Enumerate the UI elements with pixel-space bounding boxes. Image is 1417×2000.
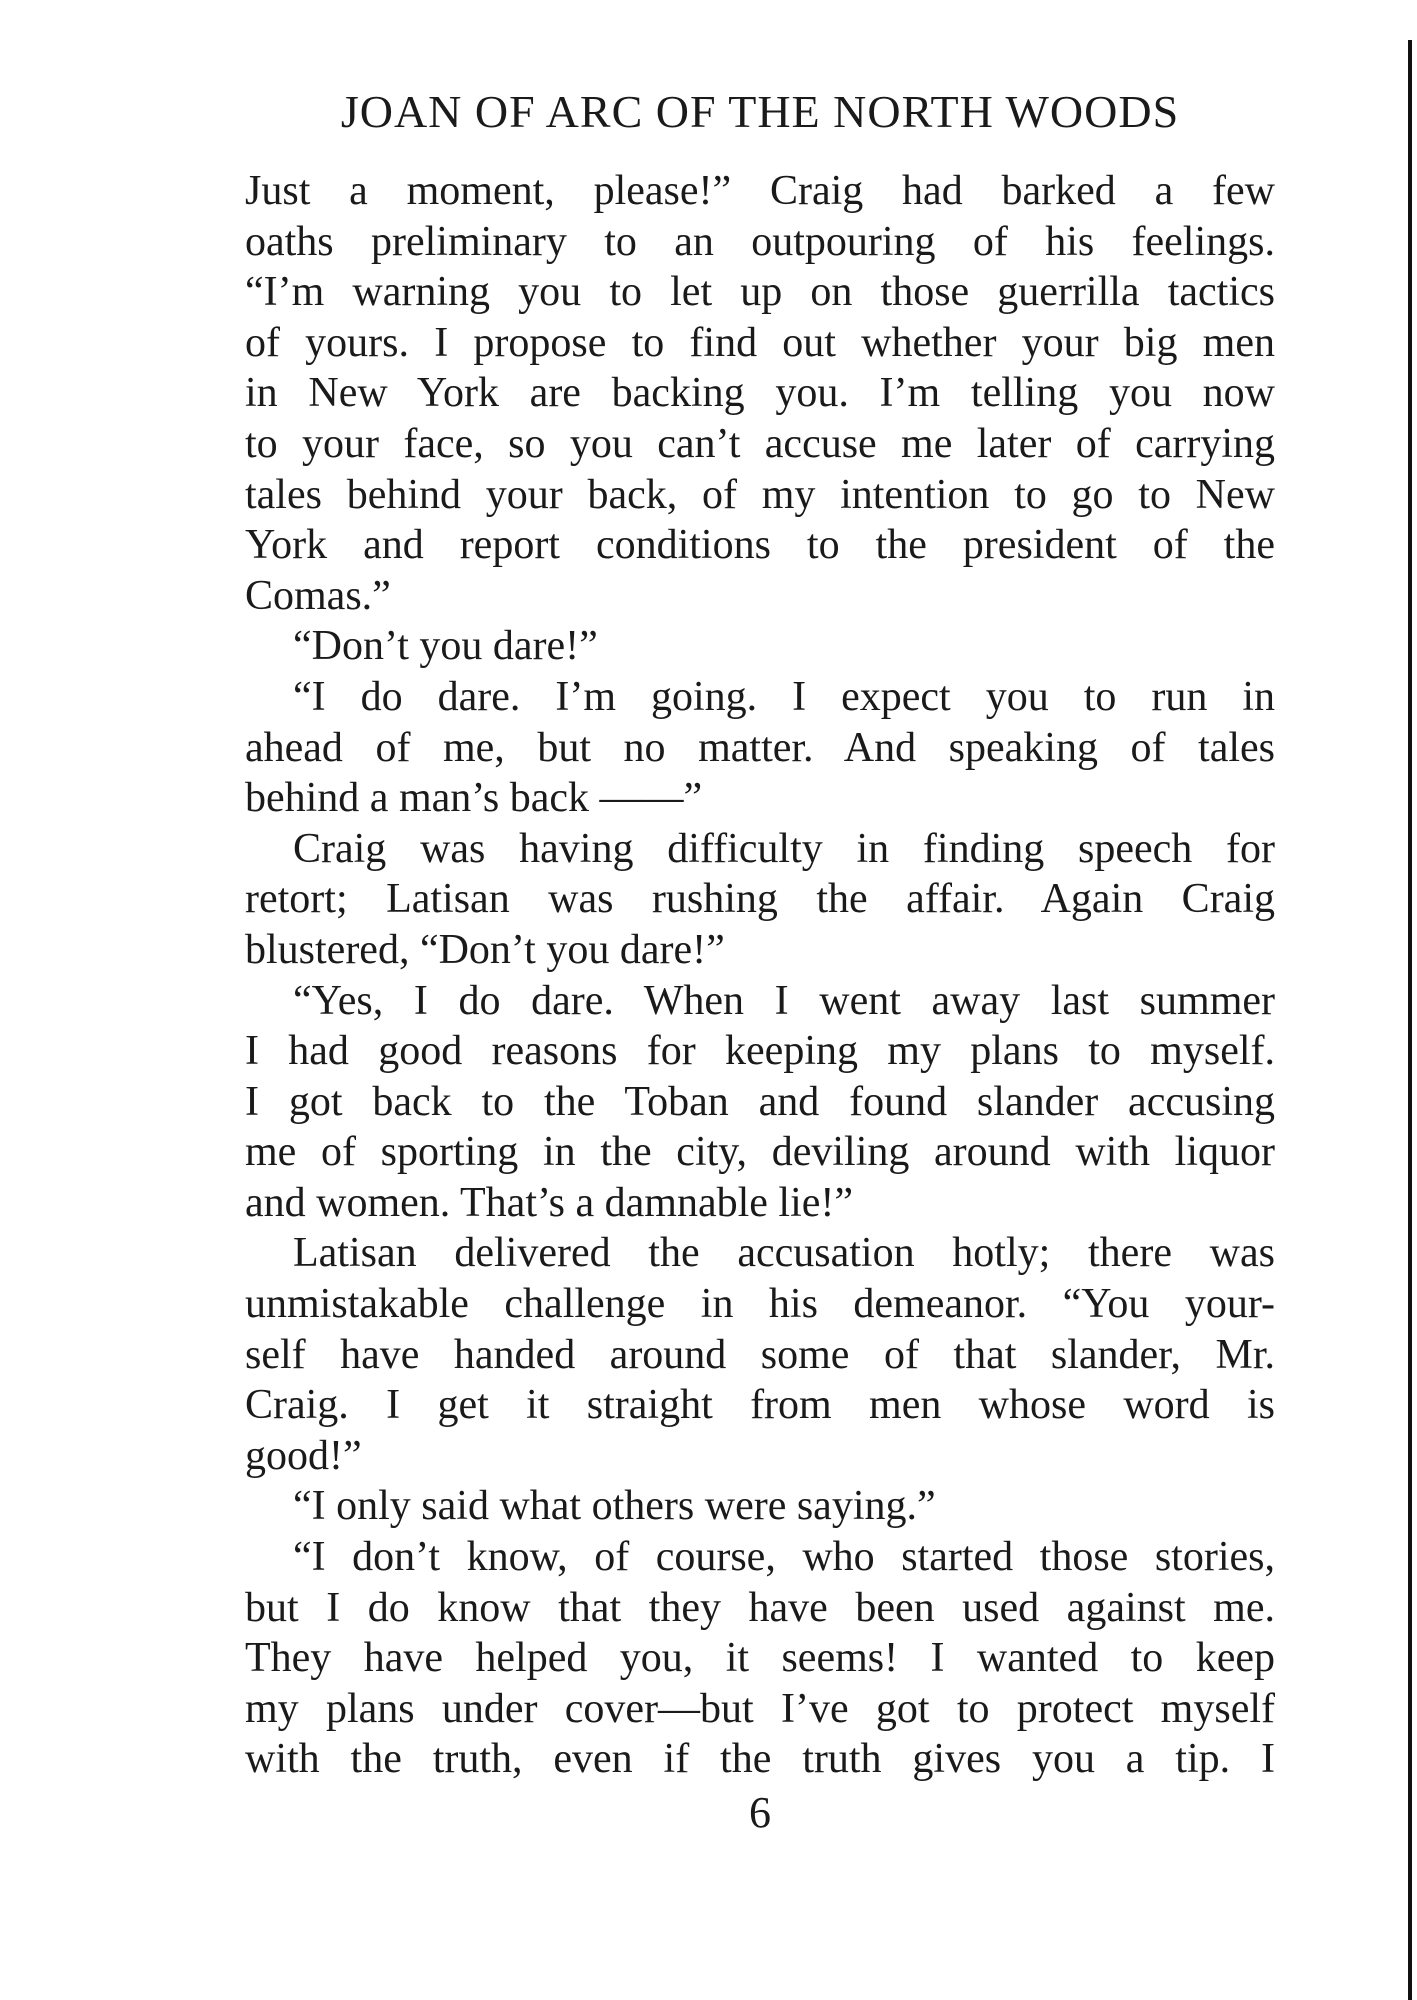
text-line: blustered, “Don’t you dare!” [245, 926, 725, 973]
text-line: “I only said what others were saying.” [293, 1483, 936, 1530]
text-line: unmistakable challenge in his demeanor. “You your- [245, 1281, 1275, 1328]
text-line: oaths preliminary to an outpouring of his feelings. [245, 218, 1275, 265]
text-line: but I do know that they have been used against me. [245, 1584, 1275, 1631]
text-line: retort; Latisan was rushing the affair. Again Craig [245, 876, 1275, 923]
text-line: good!” [245, 1432, 362, 1479]
text-line: self have handed around some of that slander, Mr. [245, 1331, 1275, 1378]
text-line: Latisan delivered the accusation hotly; there was [293, 1230, 1275, 1277]
page-edge-shadow [1408, 40, 1412, 2000]
text-line: I had good reasons for keeping my plans to myself. [245, 1028, 1275, 1075]
text-line: Craig was having difficulty in finding speech for [293, 825, 1275, 872]
text-line: in New York are backing you. I’m telling you now [245, 370, 1275, 417]
running-head: JOAN OF ARC OF THE NORTH WOODS [340, 86, 1180, 137]
text-line: of yours. I propose to find out whether your big men [245, 319, 1275, 366]
text-line: “I’m warning you to let up on those guerrilla tactics [245, 269, 1275, 316]
text-line: “Don’t you dare!” [293, 623, 598, 670]
text-line: “I do dare. I’m going. I expect you to run in [293, 673, 1275, 720]
text-line: York and report conditions to the president of the [245, 522, 1275, 569]
text-line: They have helped you, it seems! I wanted to keep [245, 1635, 1275, 1682]
text-line: behind a man’s back ——” [245, 775, 703, 822]
text-line: to your face, so you can’t accuse me later of carrying [245, 420, 1275, 467]
text-line: “I don’t know, of course, who started those stories, [293, 1534, 1275, 1581]
page-number: 6 [749, 1788, 771, 1837]
text-line: Craig. I get it straight from men whose word is [245, 1382, 1275, 1429]
body-text [245, 166, 1275, 1785]
text-line: “Yes, I do dare. When I went away last summer [293, 977, 1275, 1024]
text-line: I got back to the Toban and found slander accusing [245, 1078, 1275, 1125]
text-line: tales behind your back, of my intention to go to New [245, 471, 1275, 518]
text-line: me of sporting in the city, deviling around with liquor [245, 1129, 1275, 1176]
text-line: and women. That’s a damnable lie!” [245, 1179, 854, 1226]
text-line: my plans under cover—but I’ve got to protect myself [245, 1685, 1275, 1732]
text-line: ahead of me, but no matter. And speaking of tales [245, 724, 1275, 771]
text-line: Comas.” [245, 572, 391, 619]
text-line: Just a moment, please!” Craig had barked a few [245, 168, 1275, 214]
text-line: with the truth, even if the truth gives you a tip. I [245, 1736, 1275, 1783]
